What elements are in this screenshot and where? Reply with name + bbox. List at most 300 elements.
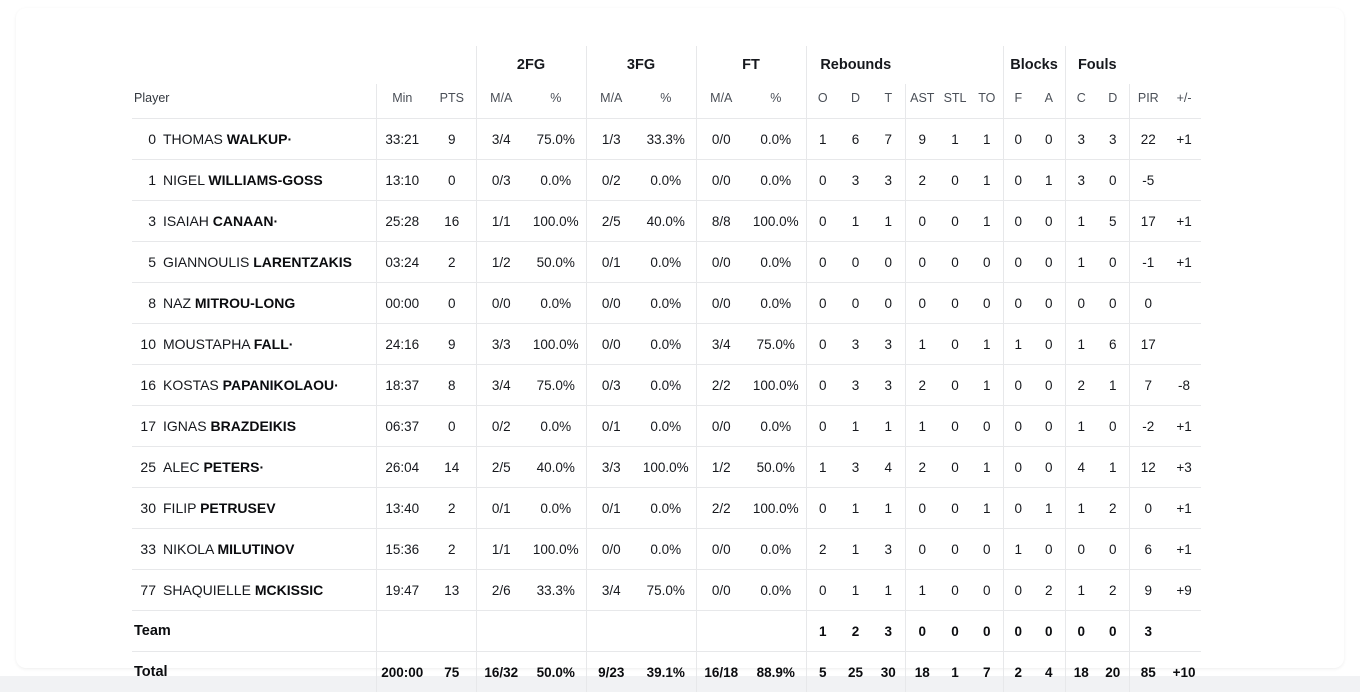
player-name-cell[interactable] [132, 529, 362, 570]
cell-stl: 0 [939, 570, 971, 611]
player-last-name: PETERS [203, 459, 259, 475]
player-last-name: MCKISSIC [255, 582, 323, 598]
cell-foul-d: 2 [1097, 488, 1129, 529]
cell-reb-o: 0 [806, 365, 839, 406]
cell-min: 26:04 [376, 447, 428, 488]
team-row-cell-fg2-pct [526, 611, 586, 652]
cell-ft-ma: 0/0 [696, 242, 746, 283]
cell-plusminus: +1 [1167, 201, 1201, 242]
cell-pir: 22 [1129, 119, 1167, 160]
col-ast[interactable]: AST [905, 84, 939, 119]
cell-foul-c: 1 [1065, 201, 1097, 242]
team-row-cell-blk-a: 0 [1033, 611, 1065, 652]
cell-to: 1 [971, 488, 1003, 529]
cell-reb-t: 0 [872, 242, 905, 283]
cell-stl: 0 [939, 406, 971, 447]
group-blank-pir [1129, 46, 1167, 84]
player-name-cell[interactable] [132, 283, 362, 324]
cell-stl: 0 [939, 365, 971, 406]
cell-fg3-pct: 33.3% [636, 119, 696, 160]
cell-fg3-ma: 0/1 [586, 406, 636, 447]
cell-blk-f: 0 [1003, 283, 1033, 324]
cell-reb-o: 1 [806, 119, 839, 160]
cell-ft-pct: 50.0% [746, 447, 806, 488]
cell-ft-pct: 100.0% [746, 201, 806, 242]
table-row[interactable] [132, 324, 1201, 365]
player-name-cell[interactable] [132, 488, 362, 529]
cell-foul-d: 0 [1097, 242, 1129, 283]
player-first-name: NAZ [163, 295, 195, 311]
cell-reb-t: 3 [872, 160, 905, 201]
row-spacer [362, 365, 376, 406]
cell-foul-c: 1 [1065, 488, 1097, 529]
col-spacer [362, 84, 376, 119]
cell-ft-ma: 0/0 [696, 570, 746, 611]
cell-blk-a: 1 [1033, 488, 1065, 529]
cell-reb-t: 3 [872, 529, 905, 570]
player-last-name: WALKUP [227, 131, 288, 147]
table-row[interactable] [132, 529, 1201, 570]
row-spacer [362, 283, 376, 324]
table-row[interactable] [132, 242, 1201, 283]
row-spacer [362, 611, 376, 652]
cell-stl: 0 [939, 242, 971, 283]
cell-fg2-ma: 2/6 [476, 570, 526, 611]
cell-min: 13:10 [376, 160, 428, 201]
cell-pir: -2 [1129, 406, 1167, 447]
cell-stl: 0 [939, 201, 971, 242]
cell-reb-d: 0 [839, 283, 872, 324]
player-first-name: ALEC [163, 459, 203, 475]
group-blank-pts [428, 46, 476, 84]
team-row-cell-plusminus [1167, 611, 1201, 652]
cell-ast: 0 [905, 283, 939, 324]
cell-reb-o: 0 [806, 242, 839, 283]
row-spacer [362, 160, 376, 201]
table-row[interactable] [132, 283, 1201, 324]
col-stl[interactable]: STL [939, 84, 971, 119]
row-spacer [362, 324, 376, 365]
player-last-name: LARENTZAKIS [253, 254, 352, 270]
cell-to: 0 [971, 283, 1003, 324]
cell-plusminus: +1 [1167, 406, 1201, 447]
player-name-cell[interactable] [132, 119, 362, 160]
col-foul-d[interactable]: D [1097, 84, 1129, 119]
cell-to: 0 [971, 529, 1003, 570]
starter-marker: · [334, 377, 339, 393]
team-row-cell-fg3-ma [586, 611, 636, 652]
cell-foul-c: 1 [1065, 570, 1097, 611]
cell-stl: 0 [939, 488, 971, 529]
starter-marker: · [273, 213, 278, 229]
cell-pir: 0 [1129, 283, 1167, 324]
cell-fg2-pct: 100.0% [526, 324, 586, 365]
cell-ft-ma: 0/0 [696, 119, 746, 160]
cell-blk-a: 0 [1033, 365, 1065, 406]
player-number: 8 [134, 295, 156, 311]
starter-marker: · [289, 336, 294, 352]
cell-foul-d: 0 [1097, 283, 1129, 324]
group-blocks: Blocks [1003, 46, 1065, 84]
cell-foul-c: 3 [1065, 119, 1097, 160]
group-fouls: Fouls [1065, 46, 1129, 84]
cell-fg2-ma: 0/2 [476, 406, 526, 447]
cell-reb-t: 7 [872, 119, 905, 160]
cell-fg2-ma: 2/5 [476, 447, 526, 488]
player-number: 5 [134, 254, 156, 270]
cell-reb-o: 1 [806, 447, 839, 488]
team-row-cell-blk-f: 0 [1003, 611, 1033, 652]
cell-blk-a: 0 [1033, 119, 1065, 160]
cell-ast: 1 [905, 324, 939, 365]
col-reb-d[interactable]: D [839, 84, 872, 119]
cell-reb-d: 1 [839, 406, 872, 447]
cell-reb-d: 3 [839, 365, 872, 406]
table-row[interactable] [132, 201, 1201, 242]
cell-fg2-pct: 50.0% [526, 242, 586, 283]
cell-reb-t: 1 [872, 570, 905, 611]
cell-min: 25:28 [376, 201, 428, 242]
cell-min: 19:47 [376, 570, 428, 611]
player-first-name: IGNAS [163, 418, 210, 434]
cell-reb-o: 0 [806, 488, 839, 529]
cell-ft-pct: 0.0% [746, 119, 806, 160]
cell-min: 18:37 [376, 365, 428, 406]
cell-foul-d: 2 [1097, 570, 1129, 611]
cell-foul-c: 0 [1065, 529, 1097, 570]
total-row-cell-to: 7 [971, 652, 1003, 692]
col-pir[interactable]: PIR [1129, 84, 1167, 119]
cell-ft-ma: 0/0 [696, 283, 746, 324]
cell-foul-c: 1 [1065, 242, 1097, 283]
cell-blk-a: 0 [1033, 324, 1065, 365]
cell-blk-a: 2 [1033, 570, 1065, 611]
player-last-name: PAPANIKOLAOU [223, 377, 334, 393]
cell-ast: 2 [905, 365, 939, 406]
group-ft: FT [696, 46, 806, 84]
group-blank [132, 46, 362, 84]
total-row-cell-ft-pct: 88.9% [746, 652, 806, 692]
cell-foul-d: 1 [1097, 365, 1129, 406]
cell-ft-ma: 3/4 [696, 324, 746, 365]
cell-to: 1 [971, 119, 1003, 160]
total-row-cell-foul-d: 20 [1097, 652, 1129, 692]
cell-stl: 0 [939, 160, 971, 201]
cell-fg3-ma: 0/0 [586, 529, 636, 570]
cell-fg2-pct: 0.0% [526, 488, 586, 529]
cell-reb-t: 1 [872, 406, 905, 447]
cell-min: 15:36 [376, 529, 428, 570]
cell-plusminus: +1 [1167, 119, 1201, 160]
cell-fg3-pct: 0.0% [636, 283, 696, 324]
col-player[interactable]: Player [132, 84, 362, 119]
cell-to: 1 [971, 324, 1003, 365]
cell-fg3-pct: 75.0% [636, 570, 696, 611]
cell-blk-a: 1 [1033, 160, 1065, 201]
col-to[interactable]: TO [971, 84, 1003, 119]
cell-blk-f: 1 [1003, 324, 1033, 365]
cell-ft-ma: 0/0 [696, 529, 746, 570]
cell-min: 13:40 [376, 488, 428, 529]
total-row-cell-foul-c: 18 [1065, 652, 1097, 692]
group-3fg: 3FG [586, 46, 696, 84]
total-row-cell-reb-o: 5 [806, 652, 839, 692]
player-last-name: BRAZDEIKIS [210, 418, 296, 434]
cell-pts: 0 [428, 283, 476, 324]
player-name-cell[interactable] [132, 365, 362, 406]
col-3fg-ma[interactable]: M/A [586, 84, 636, 119]
cell-to: 1 [971, 365, 1003, 406]
team-row-cell-foul-d: 0 [1097, 611, 1129, 652]
col-ft-pct[interactable]: % [746, 84, 806, 119]
cell-ast: 2 [905, 160, 939, 201]
total-row [132, 652, 1201, 692]
cell-reb-d: 6 [839, 119, 872, 160]
group-header-row [132, 46, 1201, 84]
table-row[interactable] [132, 119, 1201, 160]
cell-ft-ma: 8/8 [696, 201, 746, 242]
player-last-name: PETRUSEV [200, 500, 275, 516]
cell-pts: 0 [428, 406, 476, 447]
boxscore-body [132, 119, 1201, 692]
cell-pts: 8 [428, 365, 476, 406]
cell-fg2-pct: 100.0% [526, 529, 586, 570]
cell-blk-f: 1 [1003, 529, 1033, 570]
group-blank-stl [939, 46, 971, 84]
cell-pts: 9 [428, 119, 476, 160]
cell-ft-pct: 100.0% [746, 365, 806, 406]
col-min[interactable]: Min [376, 84, 428, 119]
cell-fg2-ma: 1/1 [476, 201, 526, 242]
cell-plusminus [1167, 283, 1201, 324]
col-reb-o[interactable]: O [806, 84, 839, 119]
cell-fg3-pct: 40.0% [636, 201, 696, 242]
cell-pir: -1 [1129, 242, 1167, 283]
cell-ast: 9 [905, 119, 939, 160]
cell-fg2-pct: 100.0% [526, 201, 586, 242]
col-reb-t[interactable]: T [872, 84, 905, 119]
cell-pir: 17 [1129, 201, 1167, 242]
player-name-cell[interactable] [132, 201, 362, 242]
total-row-cell-pir: 85 [1129, 652, 1167, 692]
col-foul-c[interactable]: C [1065, 84, 1097, 119]
team-row-cell-to: 0 [971, 611, 1003, 652]
cell-ft-ma: 0/0 [696, 160, 746, 201]
cell-blk-a: 0 [1033, 406, 1065, 447]
total-row-cell-ft-ma: 16/18 [696, 652, 746, 692]
cell-fg3-ma: 2/5 [586, 201, 636, 242]
cell-ast: 0 [905, 488, 939, 529]
cell-fg2-ma: 1/2 [476, 242, 526, 283]
column-header-row [132, 84, 1201, 119]
cell-fg2-pct: 0.0% [526, 406, 586, 447]
cell-fg2-ma: 0/1 [476, 488, 526, 529]
cell-reb-o: 0 [806, 406, 839, 447]
group-spacer [362, 46, 376, 84]
cell-blk-f: 0 [1003, 160, 1033, 201]
player-last-name: MILUTINOV [217, 541, 294, 557]
cell-fg2-ma: 3/4 [476, 119, 526, 160]
player-name-cell[interactable] [132, 160, 362, 201]
team-row-cell-pts [428, 611, 476, 652]
cell-reb-t: 3 [872, 365, 905, 406]
cell-fg2-ma: 0/3 [476, 160, 526, 201]
cell-plusminus: +1 [1167, 488, 1201, 529]
player-name-cell[interactable] [132, 242, 362, 283]
col-plusminus[interactable]: +/- [1167, 84, 1201, 119]
cell-ft-pct: 0.0% [746, 406, 806, 447]
team-row-cell-ast: 0 [905, 611, 939, 652]
cell-pir: 9 [1129, 570, 1167, 611]
cell-ft-pct: 100.0% [746, 488, 806, 529]
cell-pir: 12 [1129, 447, 1167, 488]
cell-reb-t: 0 [872, 283, 905, 324]
total-row-label: Total [132, 652, 362, 692]
team-row-cell-ft-pct [746, 611, 806, 652]
cell-fg3-pct: 0.0% [636, 488, 696, 529]
col-3fg-pct[interactable]: % [636, 84, 696, 119]
table-row[interactable] [132, 365, 1201, 406]
cell-stl: 0 [939, 447, 971, 488]
cell-blk-f: 0 [1003, 447, 1033, 488]
cell-reb-d: 0 [839, 242, 872, 283]
total-row-cell-pts: 75 [428, 652, 476, 692]
player-name-cell[interactable] [132, 406, 362, 447]
row-spacer [362, 119, 376, 160]
row-spacer [362, 201, 376, 242]
cell-reb-d: 3 [839, 160, 872, 201]
cell-to: 0 [971, 406, 1003, 447]
team-row-cell-foul-c: 0 [1065, 611, 1097, 652]
cell-foul-d: 3 [1097, 119, 1129, 160]
col-2fg-ma[interactable]: M/A [476, 84, 526, 119]
cell-fg3-pct: 0.0% [636, 406, 696, 447]
player-first-name: THOMAS [163, 131, 227, 147]
total-row-cell-fg2-pct: 50.0% [526, 652, 586, 692]
cell-stl: 0 [939, 324, 971, 365]
cell-pts: 0 [428, 160, 476, 201]
cell-foul-c: 2 [1065, 365, 1097, 406]
col-blk-a[interactable]: A [1033, 84, 1065, 119]
cell-fg3-pct: 0.0% [636, 529, 696, 570]
player-first-name: GIANNOULIS [163, 254, 253, 270]
cell-pts: 13 [428, 570, 476, 611]
group-blank-ast [905, 46, 939, 84]
cell-fg3-ma: 3/4 [586, 570, 636, 611]
cell-ft-pct: 0.0% [746, 529, 806, 570]
table-row[interactable] [132, 160, 1201, 201]
team-row-cell-reb-o: 1 [806, 611, 839, 652]
team-row-cell-stl: 0 [939, 611, 971, 652]
col-ft-ma[interactable]: M/A [696, 84, 746, 119]
cell-blk-a: 0 [1033, 201, 1065, 242]
total-row-cell-reb-t: 30 [872, 652, 905, 692]
cell-reb-o: 2 [806, 529, 839, 570]
cell-ast: 0 [905, 201, 939, 242]
col-2fg-pct[interactable]: % [526, 84, 586, 119]
cell-fg3-ma: 0/1 [586, 488, 636, 529]
cell-ft-ma: 1/2 [696, 447, 746, 488]
player-name-cell[interactable] [132, 570, 362, 611]
cell-pir: -5 [1129, 160, 1167, 201]
cell-foul-d: 5 [1097, 201, 1129, 242]
cell-reb-t: 1 [872, 488, 905, 529]
total-row-cell-stl: 1 [939, 652, 971, 692]
player-name-cell[interactable] [132, 324, 362, 365]
cell-fg3-ma: 3/3 [586, 447, 636, 488]
row-spacer [362, 447, 376, 488]
player-number: 0 [134, 131, 156, 147]
cell-pir: 6 [1129, 529, 1167, 570]
table-row[interactable] [132, 570, 1201, 611]
cell-blk-f: 0 [1003, 201, 1033, 242]
cell-ft-pct: 75.0% [746, 324, 806, 365]
col-pts[interactable]: PTS [428, 84, 476, 119]
cell-blk-a: 0 [1033, 283, 1065, 324]
cell-foul-c: 0 [1065, 283, 1097, 324]
table-row[interactable] [132, 447, 1201, 488]
cell-fg2-pct: 33.3% [526, 570, 586, 611]
player-first-name: SHAQUIELLE [163, 582, 255, 598]
player-name-cell[interactable] [132, 447, 362, 488]
player-number: 33 [134, 541, 156, 557]
cell-pir: 0 [1129, 488, 1167, 529]
cell-fg2-ma: 0/0 [476, 283, 526, 324]
row-spacer [362, 529, 376, 570]
row-spacer [362, 652, 376, 692]
cell-ft-ma: 0/0 [696, 406, 746, 447]
cell-pir: 17 [1129, 324, 1167, 365]
player-first-name: MOUSTAPHA [163, 336, 254, 352]
cell-ft-pct: 0.0% [746, 160, 806, 201]
cell-ast: 0 [905, 242, 939, 283]
cell-min: 24:16 [376, 324, 428, 365]
total-row-cell-fg2-ma: 16/32 [476, 652, 526, 692]
cell-foul-d: 6 [1097, 324, 1129, 365]
cell-pts: 2 [428, 242, 476, 283]
team-row-cell-fg3-pct [636, 611, 696, 652]
cell-fg3-pct: 0.0% [636, 324, 696, 365]
starter-marker: · [259, 459, 264, 475]
group-blank-pm [1167, 46, 1201, 84]
player-last-name: MITROU-LONG [195, 295, 295, 311]
player-number: 77 [134, 582, 156, 598]
total-row-cell-reb-d: 25 [839, 652, 872, 692]
cell-to: 0 [971, 242, 1003, 283]
team-row-cell-pir: 3 [1129, 611, 1167, 652]
cell-fg2-pct: 75.0% [526, 119, 586, 160]
col-blk-f[interactable]: F [1003, 84, 1033, 119]
cell-ft-pct: 0.0% [746, 283, 806, 324]
cell-blk-f: 0 [1003, 570, 1033, 611]
row-spacer [362, 406, 376, 447]
cell-reb-d: 1 [839, 488, 872, 529]
cell-stl: 1 [939, 119, 971, 160]
cell-blk-f: 0 [1003, 406, 1033, 447]
team-row-cell-fg2-ma [476, 611, 526, 652]
player-number: 25 [134, 459, 156, 475]
player-number: 1 [134, 172, 156, 188]
cell-blk-f: 0 [1003, 365, 1033, 406]
table-row[interactable] [132, 406, 1201, 447]
cell-ft-ma: 2/2 [696, 488, 746, 529]
cell-fg3-ma: 1/3 [586, 119, 636, 160]
player-last-name: WILLIAMS-GOSS [208, 172, 322, 188]
table-row[interactable] [132, 488, 1201, 529]
player-last-name: FALL [254, 336, 289, 352]
cell-foul-c: 4 [1065, 447, 1097, 488]
cell-plusminus: +1 [1167, 242, 1201, 283]
